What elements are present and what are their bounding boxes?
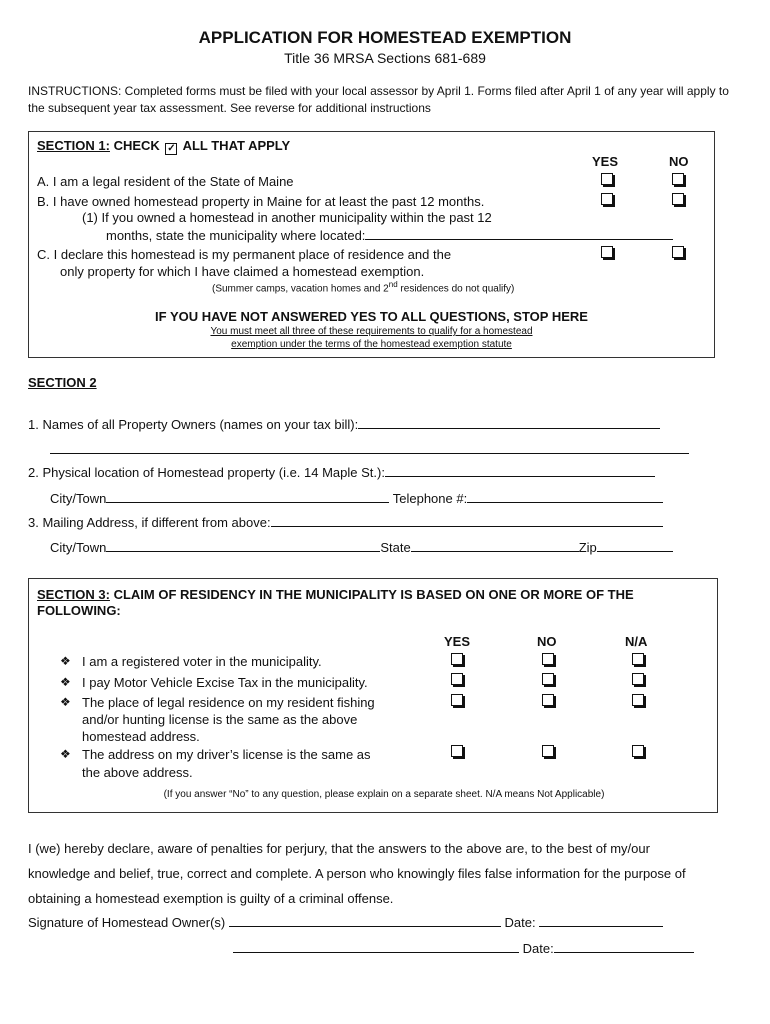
s2-owners-row [28, 416, 660, 432]
s3-3-no-checkbox[interactable] [542, 694, 554, 706]
s3-item-2: I pay Motor Vehicle Excise Tax in the municipality. [82, 675, 368, 690]
s1-col-no: NO [669, 154, 689, 169]
s2-city2-row [50, 539, 673, 555]
s1-qualify-note [212, 280, 514, 294]
s2-state-label: State [380, 540, 411, 555]
date-field-2[interactable] [554, 940, 694, 953]
s3-2-no-checkbox[interactable] [542, 673, 554, 685]
telephone-field[interactable] [467, 490, 663, 503]
s1-item-b1-line1: (1) If you owned a homestead in another municipality within the past 12 [82, 210, 492, 225]
s3-2-na-checkbox[interactable] [632, 673, 644, 685]
state-field[interactable] [411, 539, 579, 552]
s1-note-post: residences do not qualify) [397, 283, 515, 295]
mailing-field[interactable] [271, 514, 663, 527]
s1-b-no-checkbox[interactable] [672, 193, 684, 205]
s2-city-row [50, 490, 663, 506]
s2-location-row [28, 464, 655, 480]
s1-item-a: A. I am a legal resident of the State of Maine [37, 174, 294, 189]
form-subtitle: Title 36 MRSA Sections 681-689 [284, 50, 486, 66]
zip-field[interactable] [597, 539, 673, 552]
s1-item-c-line2: only property for which I have claimed a homestead exemption. [60, 264, 425, 279]
owners-field-line-2[interactable] [50, 440, 689, 454]
s1-a-yes-checkbox[interactable] [601, 173, 613, 185]
municipality-field[interactable] [365, 227, 673, 240]
s3-item-4-line1: The address on my driver’s license is the same as [82, 747, 371, 762]
section-3-heading-line1: CLAIM OF RESIDENCY IN THE MUNICIPALITY IS BASED ON ONE OR MORE OF THE [113, 587, 634, 602]
s1-item-b1-text: months, state the municipality where located: [106, 228, 366, 243]
s2-telephone-label: Telephone #: [392, 491, 468, 506]
section-1-heading [37, 138, 290, 155]
s3-item-3-line2: and/or hunting license is the same as the above [82, 712, 358, 727]
s1-c-yes-checkbox[interactable] [601, 246, 613, 258]
s3-col-no: NO [537, 634, 557, 649]
s1-note-pre: (Summer camps, vacation homes and 2 [212, 283, 389, 295]
s3-3-na-checkbox[interactable] [632, 694, 644, 706]
location-field[interactable] [385, 464, 655, 477]
date-label-2: Date: [522, 941, 554, 956]
owners-field[interactable] [358, 416, 660, 429]
section-3-label: SECTION 3: [37, 587, 110, 602]
city2-field[interactable] [106, 539, 380, 552]
s1-note-sup: nd [388, 280, 398, 289]
s1-item-c-line1: C. I declare this homestead is my permanent place of residence and the [37, 247, 452, 262]
bullet-diamond-icon: ❖ [60, 675, 71, 689]
stop-note-2: exemption under the terms of the homestead exemption statute [231, 339, 512, 350]
declaration-line-2: knowledge and belief, true, correct and complete. A person who knowingly files false information for the purpose of [28, 866, 686, 881]
declaration-line-3: obtaining a homestead exemption is guilty of a criminal offense. [28, 891, 394, 906]
s2-mailing-row [28, 514, 663, 530]
stop-note-1: You must meet all three of these requirements to qualify for a homestead [210, 326, 533, 337]
signature-row-2 [233, 940, 694, 956]
s1-col-yes: YES [592, 154, 619, 169]
bullet-diamond-icon: ❖ [60, 654, 71, 668]
date-field-1[interactable] [539, 914, 663, 927]
bullet-diamond-icon: ❖ [60, 695, 71, 709]
section-2-label: SECTION 2 [28, 375, 97, 390]
s1-a-no-checkbox[interactable] [672, 173, 684, 185]
bullet-diamond-icon: ❖ [60, 747, 71, 761]
checkmark-box-icon: ✓ [167, 143, 176, 154]
city-field[interactable] [106, 490, 389, 503]
s3-item-4-line2: the above address. [82, 765, 193, 780]
instructions: INSTRUCTIONS: Completed forms must be filed with your local assessor by April 1. Forms filed after April 1 of any year will apply to the subsequent year tax assessment. See reverse for additional instructions [28, 84, 729, 115]
s3-note: (If you answer “No” to any question, please explain on a separate sheet. N/A means Not Applicable) [163, 789, 605, 800]
s1-b-yes-checkbox[interactable] [601, 193, 613, 205]
s3-1-yes-checkbox[interactable] [451, 653, 463, 665]
s3-2-yes-checkbox[interactable] [451, 673, 463, 685]
s3-item-3-line1: The place of legal residence on my resident fishing [82, 695, 375, 710]
s2-location-label: 2. Physical location of Homestead property (i.e. 14 Maple St.): [28, 465, 385, 480]
section-1-heading-pre: CHECK [113, 138, 160, 153]
section-3-heading-line2: FOLLOWING: [37, 603, 121, 618]
section-3-heading [37, 587, 697, 602]
s2-owners-label: 1. Names of all Property Owners (names on your tax bill): [28, 417, 359, 432]
declaration-line-1: I (we) hereby declare, aware of penalties for perjury, that the answers to the above are, to the best of my/our [28, 841, 650, 856]
s2-zip-label: Zip [578, 540, 597, 555]
s1-c-no-checkbox[interactable] [672, 246, 684, 258]
s1-item-b1-line2 [106, 227, 673, 243]
form-title: APPLICATION FOR HOMESTEAD EXEMPTION [198, 28, 572, 47]
section-1-heading-post: ALL THAT APPLY [182, 138, 291, 153]
s2-city-label: City/Town [50, 491, 107, 506]
s3-item-1: I am a registered voter in the municipality. [82, 654, 322, 669]
signature-field-2[interactable] [233, 940, 519, 953]
s3-3-yes-checkbox[interactable] [451, 694, 463, 706]
stop-notice: IF YOU HAVE NOT ANSWERED YES TO ALL QUESTIONS, STOP HERE [155, 309, 588, 324]
signature-label: Signature of Homestead Owner(s) [28, 915, 226, 930]
date-label-1: Date: [504, 915, 536, 930]
section-1-label: SECTION 1: [37, 138, 110, 153]
s2-mailing-label: 3. Mailing Address, if different from above: [28, 515, 271, 530]
s3-item-3-line3: homestead address. [82, 729, 200, 744]
s3-1-no-checkbox[interactable] [542, 653, 554, 665]
s3-1-na-checkbox[interactable] [632, 653, 644, 665]
s3-4-yes-checkbox[interactable] [451, 745, 463, 757]
s1-item-b: B. I have owned homestead property in Maine for at least the past 12 months. [37, 194, 485, 209]
s3-col-yes: YES [444, 634, 471, 649]
signature-field-1[interactable] [229, 914, 501, 927]
s3-4-no-checkbox[interactable] [542, 745, 554, 757]
s3-col-na: N/A [625, 634, 648, 649]
s2-city2-label: City/Town [50, 540, 107, 555]
s3-4-na-checkbox[interactable] [632, 745, 644, 757]
signature-row-1 [28, 914, 663, 930]
